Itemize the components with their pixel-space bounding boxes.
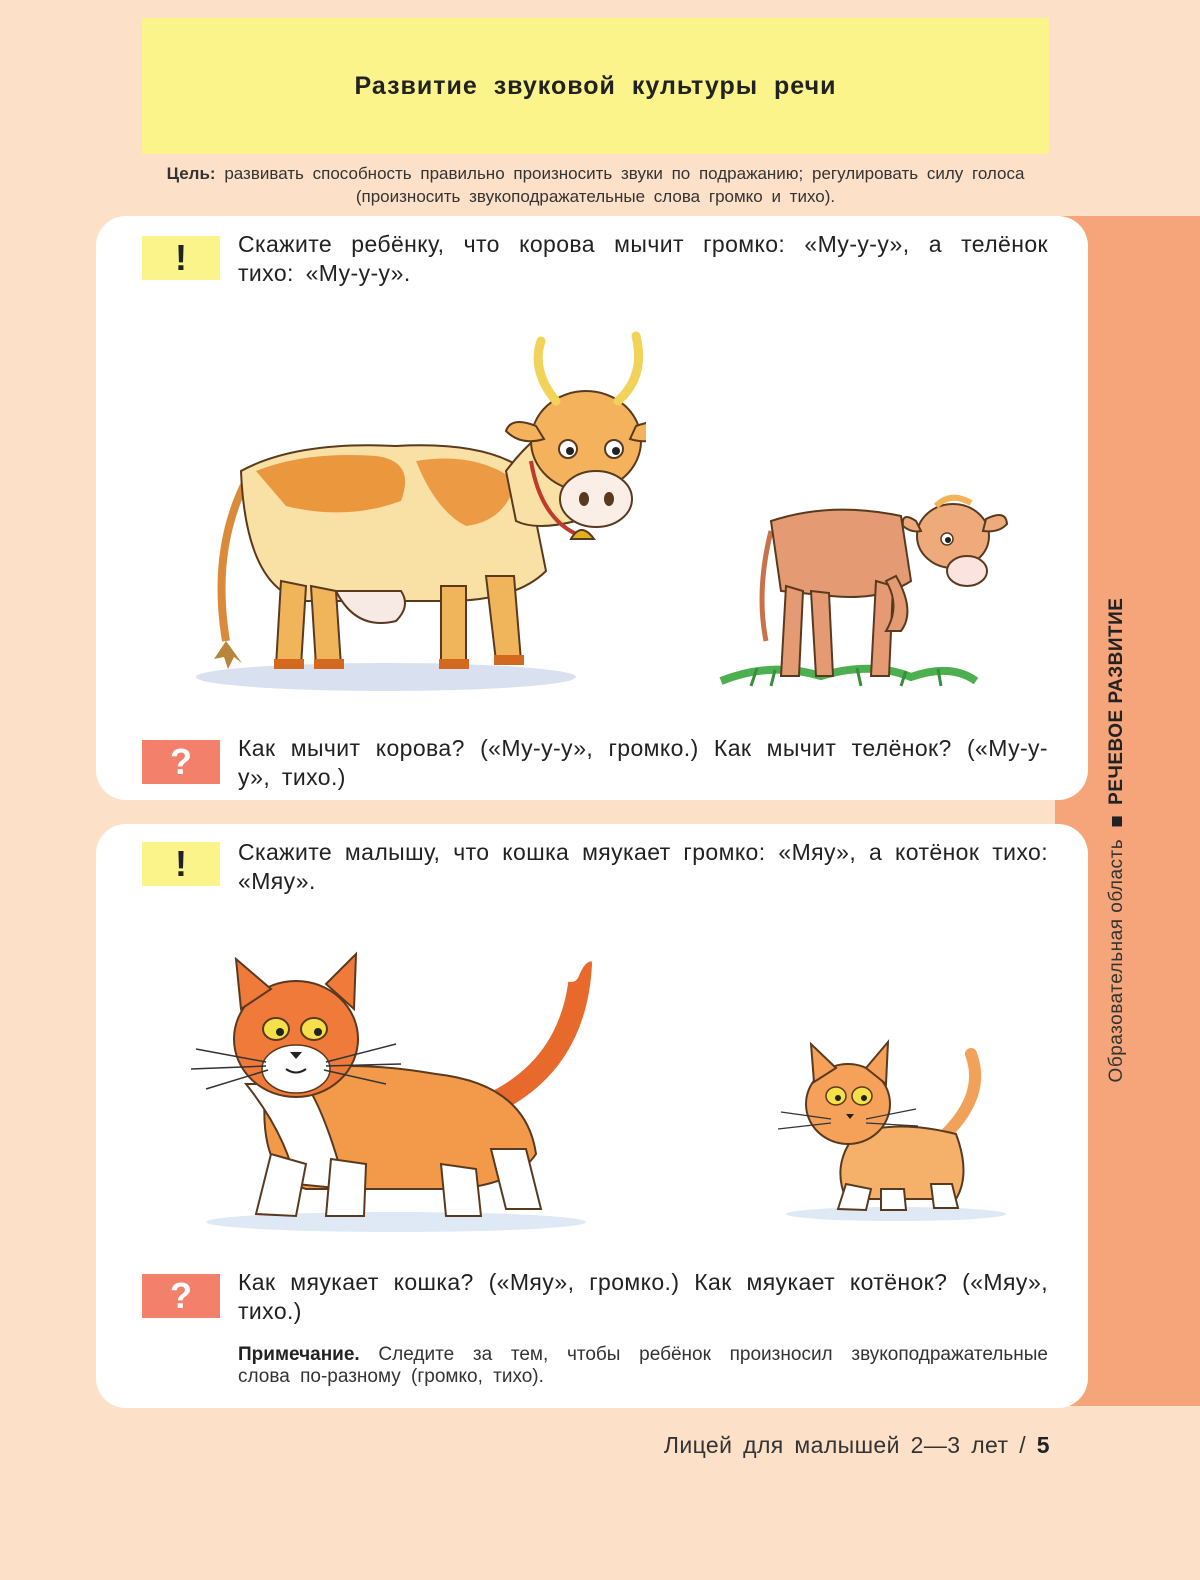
exercise-card-cow	[96, 216, 1088, 800]
goal-label: Цель:	[166, 164, 216, 183]
instruction-text: Скажите ребёнку, что корова мычит громко: «Му-у-у», а телёнок тихо: «Му-у-у».	[238, 231, 1048, 286]
question-badge-icon: ?	[142, 1274, 220, 1318]
exclamation-badge-icon: !	[142, 842, 220, 886]
goal-text	[142, 162, 1049, 208]
exclamation-badge-icon: !	[142, 236, 220, 280]
page-title: Развитие звуковой культуры речи	[354, 71, 837, 100]
note-body: Следите за тем, чтобы ребёнок произносил звукоподражательные слова по-разному (громко, тихо).	[238, 1344, 1048, 1387]
book-title: Лицей для малышей 2—3 лет /	[663, 1432, 1026, 1458]
question-badge-icon: ?	[142, 740, 220, 784]
kitten-illustration	[766, 1024, 1026, 1224]
side-tab-label	[1106, 598, 1128, 1083]
question-text: Как мяукает кошка? («Мяу», громко.) Как мяукает котёнок? («Мяу», тихо.)	[238, 1269, 1048, 1324]
goal-body: развивать способность правильно произносить звуки по подражанию; регулировать силу голоса (произносить звукоподражательные слова громко и тихо).	[224, 164, 1025, 206]
side-label-bold: РЕЧЕВОЕ РАЗВИТИЕ	[1106, 597, 1127, 805]
side-label-regular: Образовательная область	[1106, 838, 1127, 1083]
note-label: Примечание.	[238, 1344, 360, 1365]
calf-illustration	[711, 481, 1031, 701]
cat-illustration	[156, 934, 626, 1234]
square-bullet-icon	[1112, 817, 1122, 827]
title-band	[142, 18, 1049, 154]
instruction-text: Скажите малышу, что кошка мяукает громко: «Мяу», а котёнок тихо: «Мяу».	[238, 839, 1048, 894]
page-footer	[664, 1432, 1050, 1459]
cow-illustration	[186, 321, 646, 701]
page-number: 5	[1036, 1432, 1050, 1458]
note-text	[238, 1344, 1048, 1388]
exercise-card-cat	[96, 824, 1088, 1408]
question-text: Как мычит корова? («Му-у-у», громко.) Как мычит телёнок? («Му-у-у», тихо.)	[238, 735, 1048, 790]
